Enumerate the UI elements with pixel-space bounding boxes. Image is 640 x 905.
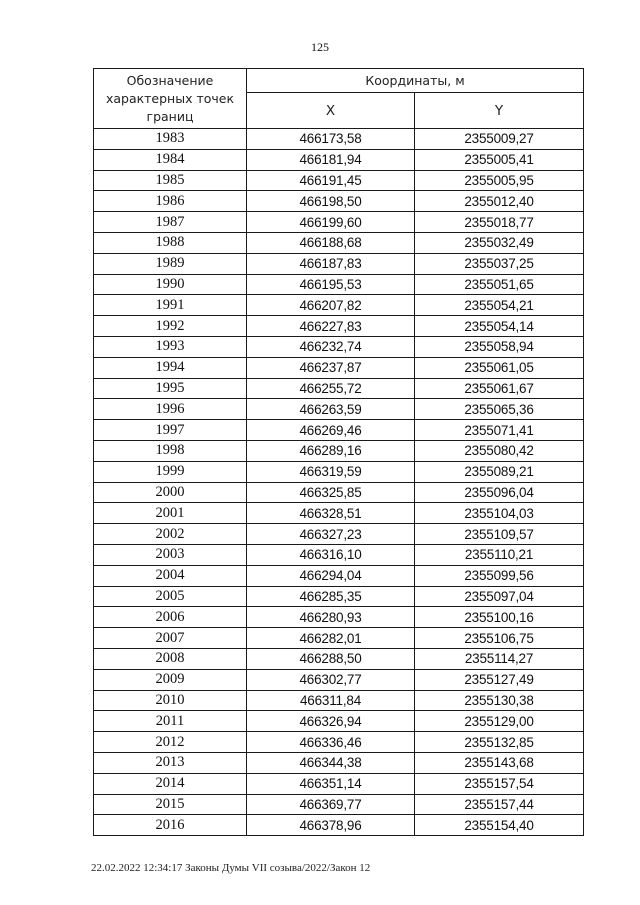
point-number-cell: 1993 [94,336,247,357]
x-coordinate-cell: 466326,94 [247,711,415,732]
y-coordinate-cell: 2355032,49 [415,232,584,253]
point-number-cell: 2002 [94,524,247,545]
point-number-cell: 1990 [94,274,247,295]
table-row [94,815,584,836]
table-row [94,732,584,753]
x-coordinate-cell: 466344,38 [247,752,415,773]
point-number-cell: 2005 [94,586,247,607]
x-coordinate-cell: 466328,51 [247,503,415,524]
y-coordinate-cell: 2355157,54 [415,773,584,794]
x-coordinate-cell: 466181,94 [247,149,415,170]
y-coordinate-cell: 2355061,05 [415,357,584,378]
point-number-cell: 1988 [94,232,247,253]
y-coordinate-cell: 2355061,67 [415,378,584,399]
x-coordinate-cell: 466351,14 [247,773,415,794]
x-coordinate-cell: 466195,53 [247,274,415,295]
x-coordinate-cell: 466289,16 [247,440,415,461]
y-coordinate-cell: 2355109,57 [415,524,584,545]
table-row [94,357,584,378]
point-number-cell: 1999 [94,461,247,482]
point-number-cell: 2007 [94,628,247,649]
y-coordinate-cell: 2355051,65 [415,274,584,295]
point-number-cell: 1992 [94,316,247,337]
y-coordinate-cell: 2355127,49 [415,669,584,690]
table-row [94,524,584,545]
table-row [94,461,584,482]
table-row [94,711,584,732]
x-coordinate-cell: 466198,50 [247,191,415,212]
table-row [94,607,584,628]
point-number-cell: 2004 [94,565,247,586]
point-number-cell: 1987 [94,212,247,233]
coordinates-table [93,68,584,836]
y-column-header: Y [415,93,584,129]
y-coordinate-cell: 2355096,04 [415,482,584,503]
y-coordinate-cell: 2355054,21 [415,295,584,316]
table-row [94,773,584,794]
y-coordinate-cell: 2355005,95 [415,170,584,191]
y-coordinate-cell: 2355106,75 [415,628,584,649]
point-number-cell: 2003 [94,544,247,565]
x-coordinate-cell: 466199,60 [247,212,415,233]
y-coordinate-cell: 2355058,94 [415,336,584,357]
y-coordinate-cell: 2355080,42 [415,440,584,461]
table-row [94,149,584,170]
table-row [94,690,584,711]
table-row [94,440,584,461]
point-number-cell: 2009 [94,669,247,690]
table-row [94,482,584,503]
table-row [94,170,584,191]
table-row [94,378,584,399]
x-coordinate-cell: 466285,35 [247,586,415,607]
x-coordinate-cell: 466369,77 [247,794,415,815]
y-coordinate-cell: 2355157,44 [415,794,584,815]
table-row [94,129,584,150]
x-coordinate-cell: 466336,46 [247,732,415,753]
y-coordinate-cell: 2355129,00 [415,711,584,732]
x-coordinate-cell: 466188,68 [247,232,415,253]
point-number-cell: 1991 [94,295,247,316]
point-number-cell: 2008 [94,648,247,669]
y-coordinate-cell: 2355018,77 [415,212,584,233]
x-coordinate-cell: 466311,84 [247,690,415,711]
point-number-cell: 1986 [94,191,247,212]
y-coordinate-cell: 2355071,41 [415,420,584,441]
y-coordinate-cell: 2355012,40 [415,191,584,212]
x-coordinate-cell: 466282,01 [247,628,415,649]
y-coordinate-cell: 2355100,16 [415,607,584,628]
x-coordinate-cell: 466173,58 [247,129,415,150]
x-coordinate-cell: 466232,74 [247,336,415,357]
y-coordinate-cell: 2355143,68 [415,752,584,773]
x-column-header: X [247,93,415,129]
x-coordinate-cell: 466327,23 [247,524,415,545]
table-row [94,295,584,316]
table-row [94,628,584,649]
point-number-cell: 1994 [94,357,247,378]
x-coordinate-cell: 466187,83 [247,253,415,274]
x-coordinate-cell: 466227,83 [247,316,415,337]
table-row [94,544,584,565]
point-number-cell: 1985 [94,170,247,191]
y-coordinate-cell: 2355132,85 [415,732,584,753]
table-row [94,232,584,253]
point-number-cell: 1998 [94,440,247,461]
y-coordinate-cell: 2355110,21 [415,544,584,565]
y-coordinate-cell: 2355005,41 [415,149,584,170]
x-coordinate-cell: 466294,04 [247,565,415,586]
table-header [94,69,584,129]
x-coordinate-cell: 466302,77 [247,669,415,690]
y-coordinate-cell: 2355130,38 [415,690,584,711]
x-coordinate-cell: 466288,50 [247,648,415,669]
table-row [94,565,584,586]
table-row [94,316,584,337]
point-number-cell: 2001 [94,503,247,524]
point-number-cell: 1997 [94,420,247,441]
table-body [94,129,584,836]
point-column-header: Обозначение характерных точек границ [94,69,247,129]
x-coordinate-cell: 466316,10 [247,544,415,565]
table-row [94,503,584,524]
table-row [94,253,584,274]
table-row [94,274,584,295]
table-row [94,669,584,690]
point-number-cell: 2014 [94,773,247,794]
x-coordinate-cell: 466207,82 [247,295,415,316]
x-coordinate-cell: 466319,59 [247,461,415,482]
point-number-cell: 1989 [94,253,247,274]
document-footer: 22.02.2022 12:34:17 Законы Думы VII созыва/2022/Закон 12 [91,862,371,874]
x-coordinate-cell: 466269,46 [247,420,415,441]
point-number-cell: 2010 [94,690,247,711]
table-row [94,752,584,773]
table-row [94,399,584,420]
table-row [94,212,584,233]
x-coordinate-cell: 466280,93 [247,607,415,628]
y-coordinate-cell: 2355114,27 [415,648,584,669]
y-coordinate-cell: 2355037,25 [415,253,584,274]
point-number-cell: 1995 [94,378,247,399]
table-row [94,336,584,357]
table-row [94,191,584,212]
table-row [94,648,584,669]
x-coordinate-cell: 466263,59 [247,399,415,420]
point-number-cell: 2013 [94,752,247,773]
y-coordinate-cell: 2355097,04 [415,586,584,607]
y-coordinate-cell: 2355154,40 [415,815,584,836]
y-coordinate-cell: 2355099,56 [415,565,584,586]
x-coordinate-cell: 466378,96 [247,815,415,836]
table-row [94,794,584,815]
y-coordinate-cell: 2355104,03 [415,503,584,524]
point-number-cell: 1984 [94,149,247,170]
x-coordinate-cell: 466325,85 [247,482,415,503]
point-number-cell: 2016 [94,815,247,836]
point-number-cell: 2000 [94,482,247,503]
coordinates-column-header: Координаты, м [247,69,584,93]
page-number: 125 [311,40,329,54]
point-number-cell: 2006 [94,607,247,628]
x-coordinate-cell: 466255,72 [247,378,415,399]
y-coordinate-cell: 2355009,27 [415,129,584,150]
table-row [94,420,584,441]
table-header-row [94,69,584,93]
x-coordinate-cell: 466191,45 [247,170,415,191]
table-row [94,586,584,607]
point-number-cell: 2012 [94,732,247,753]
point-number-cell: 1983 [94,129,247,150]
point-number-cell: 2015 [94,794,247,815]
y-coordinate-cell: 2355089,21 [415,461,584,482]
point-number-cell: 2011 [94,711,247,732]
x-coordinate-cell: 466237,87 [247,357,415,378]
point-number-cell: 1996 [94,399,247,420]
y-coordinate-cell: 2355065,36 [415,399,584,420]
y-coordinate-cell: 2355054,14 [415,316,584,337]
